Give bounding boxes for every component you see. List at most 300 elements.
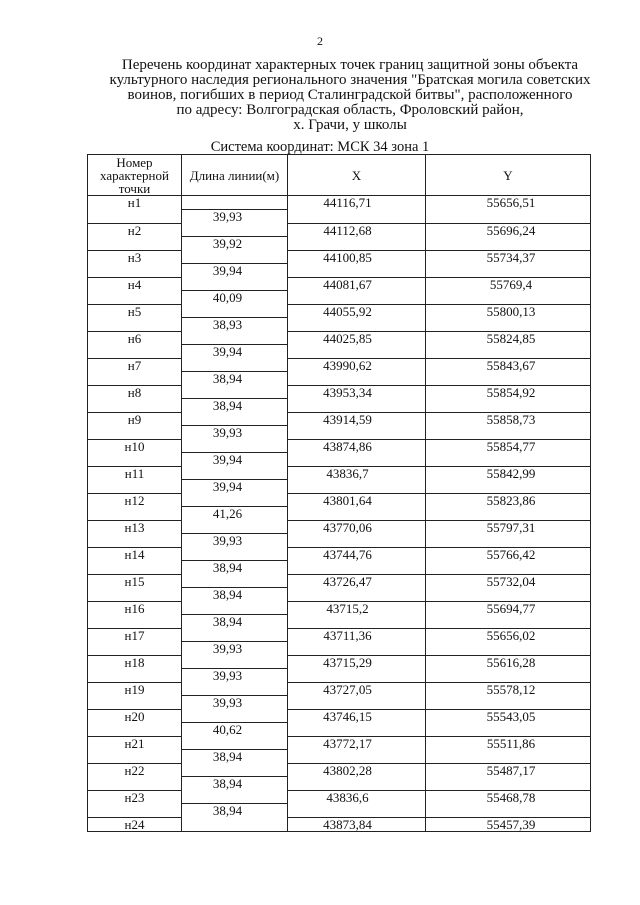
segment-blank-cell (426, 399, 591, 413)
y-value: 55543,05 (486, 708, 536, 724)
length-cell-empty (182, 709, 288, 723)
y-value: 55656,02 (486, 627, 536, 643)
segment-blank-cell (88, 588, 182, 602)
x-cell (288, 574, 426, 588)
x-value: 44025,85 (323, 330, 372, 346)
table-row-segment (88, 669, 591, 683)
segment-blank-cell (88, 291, 182, 305)
segment-blank-cell (426, 480, 591, 494)
table-row-point (88, 304, 591, 318)
x-value: 44055,92 (323, 303, 372, 319)
table-row-segment (88, 615, 591, 629)
table-row-point (88, 709, 591, 723)
length-cell (182, 264, 288, 278)
table-row-segment (88, 534, 591, 548)
length-cell (182, 534, 288, 548)
segment-blank-cell (88, 210, 182, 224)
segment-blank-cell (288, 777, 426, 791)
length-value: 38,94 (212, 614, 243, 629)
point-name-cell: н4 (88, 277, 182, 291)
x-value: 44112,68 (323, 222, 372, 238)
page-number: 2 (317, 34, 323, 48)
table-row-segment (88, 588, 591, 602)
x-value: 43953,34 (323, 384, 372, 400)
table-row-point (88, 817, 591, 831)
segment-blank-cell (88, 750, 182, 764)
y-cell (426, 520, 591, 534)
length-cell (182, 750, 288, 764)
length-cell-empty (182, 790, 288, 804)
y-value: 55578,12 (486, 681, 536, 697)
segment-blank-cell (88, 480, 182, 494)
length-cell (182, 210, 288, 224)
header-line-length: Длина линии(м) (182, 155, 288, 196)
x-cell (288, 601, 426, 615)
x-value: 43914,59 (323, 411, 372, 427)
y-value: 55694,77 (486, 600, 536, 616)
segment-blank-cell (288, 480, 426, 494)
x-cell (288, 736, 426, 750)
x-value: 43744,76 (323, 546, 372, 562)
x-cell (288, 277, 426, 291)
point-name-cell: н13 (88, 520, 182, 534)
segment-blank-cell (288, 372, 426, 386)
length-cell-empty (182, 466, 288, 480)
x-value: 44116,71 (323, 195, 372, 211)
x-value: 43772,17 (323, 735, 372, 751)
segment-blank-cell (426, 723, 591, 737)
segment-blank-cell (88, 453, 182, 467)
segment-blank-cell (426, 750, 591, 764)
x-cell (288, 385, 426, 399)
x-value: 44081,67 (323, 276, 372, 292)
segment-blank-cell (288, 453, 426, 467)
y-value: 55823,86 (486, 492, 536, 508)
table-row-segment (88, 750, 591, 764)
point-name-cell: н17 (88, 628, 182, 642)
length-cell (182, 507, 288, 521)
x-value: 43990,62 (323, 357, 372, 373)
length-value: 39,94 (212, 344, 243, 359)
x-cell (288, 655, 426, 669)
segment-blank-cell (88, 426, 182, 440)
point-name-cell: н15 (88, 574, 182, 588)
length-cell (182, 291, 288, 305)
segment-blank-cell (426, 453, 591, 467)
x-value: 43874,86 (323, 438, 372, 454)
point-name-cell: н8 (88, 385, 182, 399)
x-value: 43802,28 (323, 762, 372, 778)
x-cell (288, 196, 426, 210)
coordinates-table-body (88, 196, 591, 832)
table-row-point (88, 574, 591, 588)
segment-blank-cell (426, 291, 591, 305)
table-row-segment (88, 399, 591, 413)
table-row-point (88, 385, 591, 399)
y-value: 55656,51 (486, 195, 536, 211)
y-cell (426, 628, 591, 642)
length-cell (182, 318, 288, 332)
y-cell (426, 304, 591, 318)
y-cell (426, 439, 591, 453)
length-cell (182, 642, 288, 656)
y-cell (426, 736, 591, 750)
x-value: 43715,29 (323, 654, 372, 670)
segment-blank-cell (88, 264, 182, 278)
length-value: 39,93 (212, 533, 243, 548)
segment-blank-cell (288, 534, 426, 548)
table-row-point (88, 250, 591, 264)
length-value: 40,62 (212, 722, 243, 737)
length-cell-empty (182, 736, 288, 750)
point-name-cell: н24 (88, 817, 182, 831)
segment-blank-cell (88, 372, 182, 386)
x-value: 43873,84 (323, 816, 372, 832)
length-cell (182, 426, 288, 440)
length-value: 38,94 (212, 749, 243, 764)
length-cell (182, 588, 288, 602)
point-name-cell: н7 (88, 358, 182, 372)
title-line: х. Грачи, у школы (293, 117, 407, 133)
length-cell-empty (182, 358, 288, 372)
y-cell (426, 682, 591, 696)
y-value: 55824,85 (486, 330, 536, 346)
segment-blank-cell (288, 345, 426, 359)
segment-blank-cell (426, 669, 591, 683)
x-cell (288, 250, 426, 264)
x-cell (288, 709, 426, 723)
y-value: 55616,28 (486, 654, 536, 670)
length-cell-empty (182, 628, 288, 642)
segment-blank-cell (426, 210, 591, 224)
point-name-cell: н6 (88, 331, 182, 345)
length-value: 38,94 (212, 398, 243, 413)
length-value: 39,93 (212, 668, 243, 683)
length-cell-empty (182, 223, 288, 237)
x-cell (288, 331, 426, 345)
point-name-cell: н11 (88, 466, 182, 480)
segment-blank-cell (88, 345, 182, 359)
length-cell (182, 669, 288, 683)
segment-blank-cell (426, 264, 591, 278)
header-y: Y (426, 155, 591, 196)
segment-blank-cell (88, 399, 182, 413)
segment-blank-cell (288, 237, 426, 251)
length-cell-empty (182, 817, 288, 831)
segment-blank-cell (288, 399, 426, 413)
table-row-point (88, 466, 591, 480)
x-cell (288, 223, 426, 237)
table-row-point (88, 682, 591, 696)
y-value: 55843,67 (486, 357, 536, 373)
x-cell (288, 304, 426, 318)
segment-blank-cell (288, 426, 426, 440)
x-value: 44100,85 (323, 249, 372, 265)
point-name-cell: н9 (88, 412, 182, 426)
y-cell (426, 331, 591, 345)
table-row-point (88, 520, 591, 534)
segment-blank-cell (88, 507, 182, 521)
table-row-point (88, 358, 591, 372)
segment-blank-cell (288, 264, 426, 278)
segment-blank-cell (88, 642, 182, 656)
y-cell (426, 277, 591, 291)
point-name-cell: н10 (88, 439, 182, 453)
y-cell (426, 574, 591, 588)
x-cell (288, 763, 426, 777)
table-row-segment (88, 210, 591, 224)
x-value: 43711,36 (323, 627, 372, 643)
length-value: 38,94 (212, 776, 243, 791)
segment-blank-cell (88, 561, 182, 575)
segment-blank-cell (426, 588, 591, 602)
table-row-segment (88, 507, 591, 521)
segment-blank-cell (288, 210, 426, 224)
point-name-cell: н16 (88, 601, 182, 615)
segment-blank-cell (288, 588, 426, 602)
table-row-segment (88, 426, 591, 440)
y-cell (426, 601, 591, 615)
y-value: 55696,24 (486, 222, 536, 238)
y-value: 55854,92 (486, 384, 536, 400)
y-cell (426, 709, 591, 723)
x-value: 43836,7 (326, 465, 369, 481)
y-value: 55732,04 (486, 573, 536, 589)
table-row-segment (88, 291, 591, 305)
table-row-point (88, 547, 591, 561)
y-cell (426, 358, 591, 372)
x-value: 43726,47 (323, 573, 372, 589)
x-cell (288, 682, 426, 696)
length-cell-empty (182, 763, 288, 777)
y-value: 55457,39 (486, 816, 536, 832)
x-cell (288, 493, 426, 507)
length-value: 38,94 (212, 587, 243, 602)
length-cell-empty (182, 331, 288, 345)
segment-blank-cell (426, 615, 591, 629)
segment-blank-cell (288, 723, 426, 737)
header-point-number: Номер характерной точки (88, 155, 182, 196)
table-row-point (88, 655, 591, 669)
table-row-segment (88, 480, 591, 494)
length-cell (182, 777, 288, 791)
title-line: культурного наследия регионального значения "Братская могила советских (109, 72, 591, 88)
x-value: 43801,64 (323, 492, 372, 508)
y-value: 55734,37 (486, 249, 536, 265)
segment-blank-cell (288, 291, 426, 305)
x-cell (288, 520, 426, 534)
length-value: 40,09 (212, 290, 243, 305)
y-cell (426, 385, 591, 399)
y-cell (426, 547, 591, 561)
segment-blank-cell (288, 750, 426, 764)
length-value: 39,93 (212, 209, 243, 224)
title-line: по адресу: Волгоградская область, Фроловский район, (176, 102, 524, 118)
length-cell-empty (182, 196, 288, 210)
table-row-segment (88, 237, 591, 251)
y-cell (426, 493, 591, 507)
table-row-segment (88, 561, 591, 575)
y-value: 55858,73 (486, 411, 536, 427)
y-value: 55487,17 (486, 762, 536, 778)
x-value: 43727,05 (323, 681, 372, 697)
length-cell-empty (182, 520, 288, 534)
length-cell-empty (182, 574, 288, 588)
length-value: 39,94 (212, 479, 243, 494)
length-cell (182, 399, 288, 413)
coordinates-table (87, 154, 591, 832)
length-cell (182, 453, 288, 467)
length-value: 39,93 (212, 425, 243, 440)
segment-blank-cell (88, 534, 182, 548)
length-cell (182, 561, 288, 575)
length-value: 41,26 (212, 506, 243, 521)
length-cell-empty (182, 385, 288, 399)
x-cell (288, 817, 426, 831)
coordinate-system-caption: Система координат: МСК 34 зона 1 (210, 139, 430, 155)
length-cell (182, 372, 288, 386)
length-cell (182, 804, 288, 818)
table-row-segment (88, 804, 591, 818)
x-value: 43715,2 (326, 600, 369, 616)
header-x: X (288, 155, 426, 196)
title-line: воинов, погибших в период Сталинградской битвы", расположенного (127, 87, 573, 103)
point-name-cell: н20 (88, 709, 182, 723)
table-row-segment (88, 777, 591, 791)
segment-blank-cell (288, 669, 426, 683)
segment-blank-cell (288, 615, 426, 629)
point-name-cell: н3 (88, 250, 182, 264)
segment-blank-cell (288, 318, 426, 332)
segment-blank-cell (426, 345, 591, 359)
length-cell-empty (182, 547, 288, 561)
length-cell (182, 237, 288, 251)
x-cell (288, 439, 426, 453)
table-row-segment (88, 264, 591, 278)
segment-blank-cell (288, 696, 426, 710)
segment-blank-cell (288, 642, 426, 656)
length-value: 39,94 (212, 452, 243, 467)
length-value: 39,93 (212, 695, 243, 710)
segment-blank-cell (88, 669, 182, 683)
x-value: 43836,6 (326, 789, 369, 805)
segment-blank-cell (426, 534, 591, 548)
y-cell (426, 223, 591, 237)
length-cell-empty (182, 682, 288, 696)
table-row-point (88, 331, 591, 345)
x-value: 43770,06 (323, 519, 372, 535)
table-row-segment (88, 453, 591, 467)
y-value: 55468,78 (486, 789, 536, 805)
segment-blank-cell (288, 561, 426, 575)
y-cell (426, 250, 591, 264)
table-row-point (88, 412, 591, 426)
segment-blank-cell (288, 804, 426, 818)
table-row-point (88, 223, 591, 237)
point-name-cell: н23 (88, 790, 182, 804)
length-cell-empty (182, 277, 288, 291)
length-cell (182, 696, 288, 710)
table-row-point (88, 601, 591, 615)
y-cell (426, 655, 591, 669)
segment-blank-cell (426, 507, 591, 521)
segment-blank-cell (88, 696, 182, 710)
y-value: 55842,99 (486, 465, 536, 481)
segment-blank-cell (88, 804, 182, 818)
segment-blank-cell (426, 561, 591, 575)
x-cell (288, 628, 426, 642)
segment-blank-cell (426, 318, 591, 332)
point-name-cell: н18 (88, 655, 182, 669)
length-value: 39,94 (212, 263, 243, 278)
length-cell (182, 480, 288, 494)
segment-blank-cell (426, 696, 591, 710)
point-name-cell: н22 (88, 763, 182, 777)
y-value: 55511,86 (486, 735, 536, 751)
segment-blank-cell (88, 318, 182, 332)
length-cell (182, 615, 288, 629)
y-value: 55797,31 (486, 519, 536, 535)
table-row-segment (88, 723, 591, 737)
x-cell (288, 466, 426, 480)
table-row-point (88, 790, 591, 804)
point-name-cell: н5 (88, 304, 182, 318)
length-value: 38,94 (212, 371, 243, 386)
y-cell (426, 196, 591, 210)
segment-blank-cell (426, 777, 591, 791)
y-value: 55766,42 (486, 546, 536, 562)
length-cell-empty (182, 304, 288, 318)
length-cell-empty (182, 439, 288, 453)
table-row-segment (88, 696, 591, 710)
x-value: 43746,15 (323, 708, 372, 724)
title-line: Перечень координат характерных точек границ защитной зоны объекта (121, 57, 579, 73)
segment-blank-cell (88, 723, 182, 737)
document-title (100, 58, 600, 133)
table-row-segment (88, 345, 591, 359)
y-value: 55769,4 (489, 276, 533, 292)
segment-blank-cell (88, 615, 182, 629)
table-row-point (88, 628, 591, 642)
segment-blank-cell (426, 237, 591, 251)
table-row-point (88, 277, 591, 291)
table-row-point (88, 493, 591, 507)
length-value: 38,94 (212, 803, 243, 818)
x-cell (288, 358, 426, 372)
point-name-cell: н1 (88, 196, 182, 210)
table-row-point (88, 736, 591, 750)
segment-blank-cell (88, 237, 182, 251)
point-name-cell: н12 (88, 493, 182, 507)
length-value: 38,93 (212, 317, 243, 332)
length-cell-empty (182, 601, 288, 615)
segment-blank-cell (426, 426, 591, 440)
y-value: 55854,77 (486, 438, 536, 454)
table-row-point (88, 439, 591, 453)
y-cell (426, 763, 591, 777)
x-cell (288, 790, 426, 804)
y-cell (426, 790, 591, 804)
length-cell-empty (182, 493, 288, 507)
point-name-cell: н2 (88, 223, 182, 237)
length-cell (182, 345, 288, 359)
segment-blank-cell (88, 777, 182, 791)
table-row-point (88, 763, 591, 777)
length-cell-empty (182, 412, 288, 426)
y-cell (426, 412, 591, 426)
point-name-cell: н14 (88, 547, 182, 561)
segment-blank-cell (288, 507, 426, 521)
